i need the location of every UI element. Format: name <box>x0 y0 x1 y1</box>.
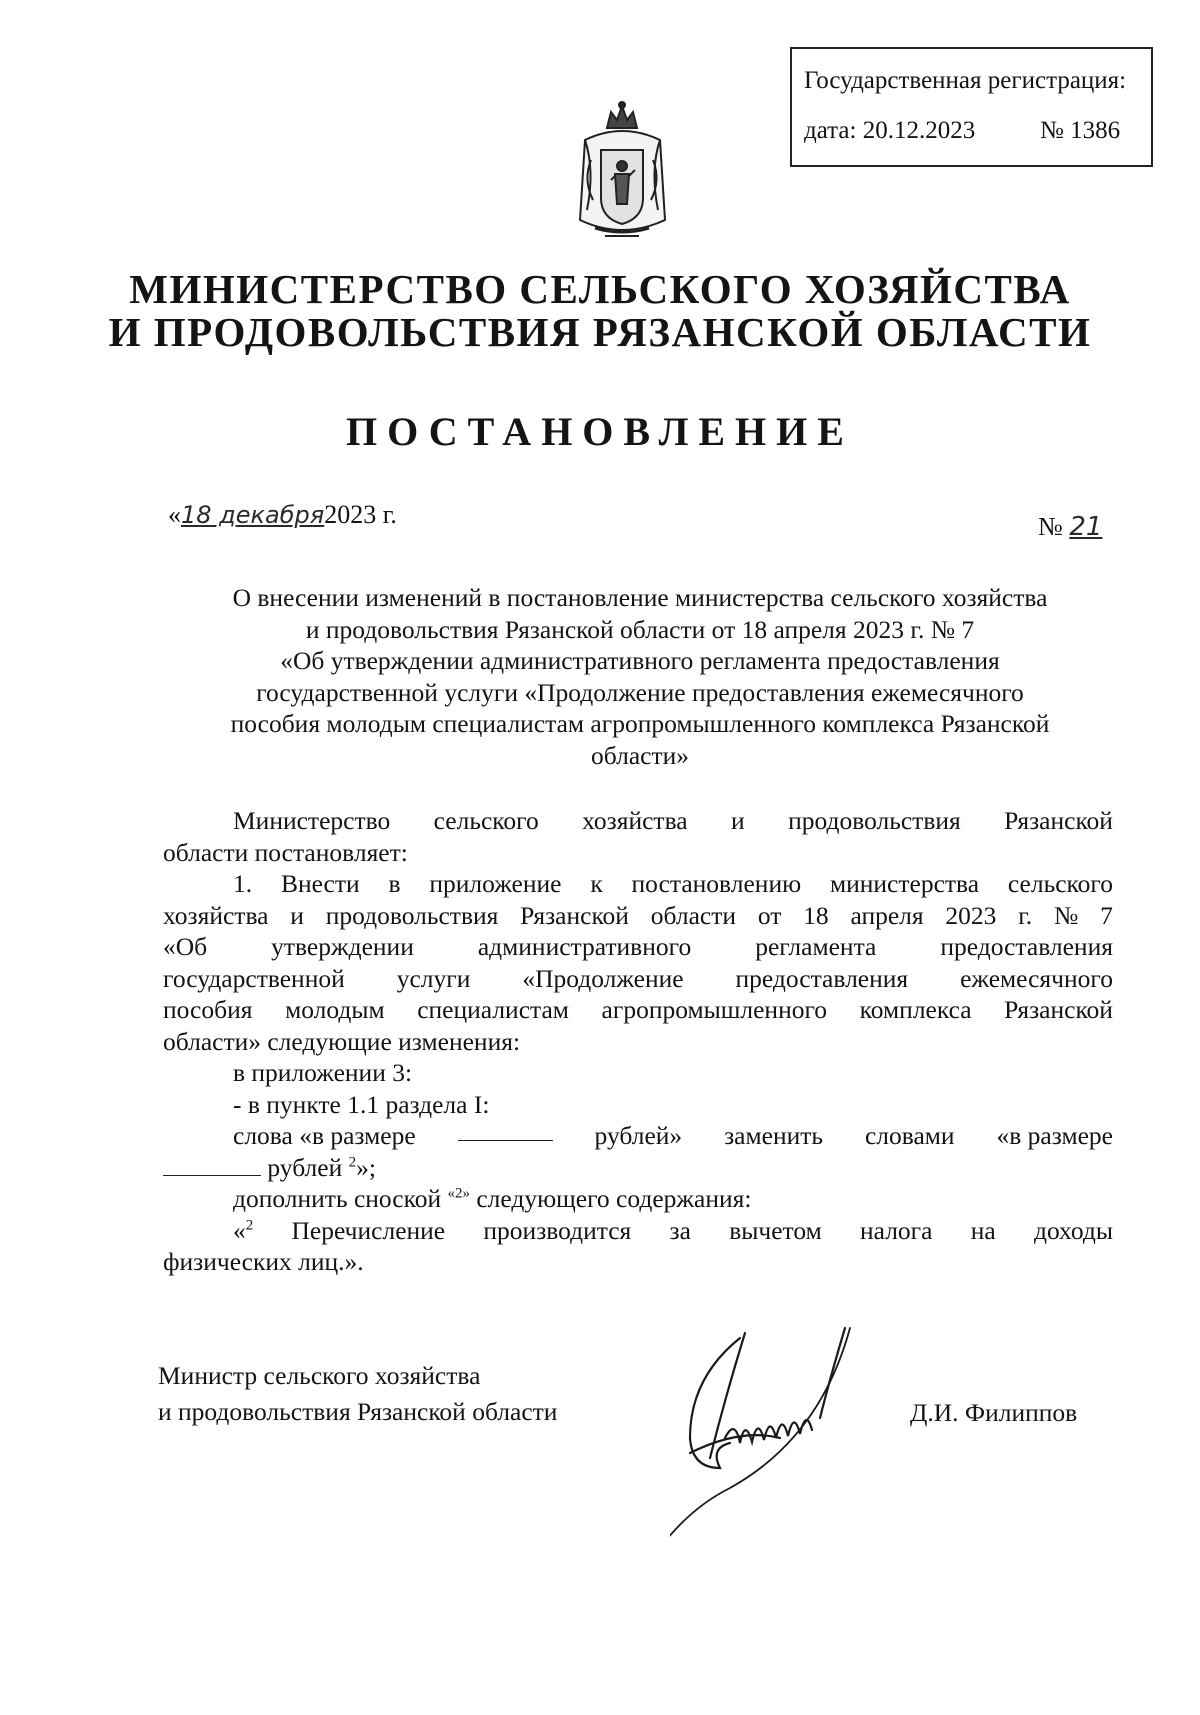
word: следующего содержания: <box>476 1184 752 1213</box>
word: хозяйства <box>582 806 688 835</box>
word: государственной <box>163 963 345 993</box>
word: предоставления <box>735 963 909 993</box>
word: области <box>650 900 737 930</box>
word: министерства <box>829 869 980 898</box>
document-body <box>163 805 1113 1278</box>
word: административного <box>477 932 692 961</box>
word: за <box>669 1215 691 1245</box>
ministry-name-line1: МИНИСТЕРСТВО СЕЛЬСКОГО ХОЗЯЙСТВА <box>129 266 1071 312</box>
word: предоставления <box>940 932 1113 961</box>
word: доходы <box>1033 1215 1113 1245</box>
item1-line <box>163 994 1113 1026</box>
word: 2023 <box>945 900 997 930</box>
replace-words-line <box>163 1120 1113 1152</box>
word: агропромышленного <box>601 995 828 1024</box>
title-line: пособия молодым специалистам агропромышленного комплекса Рязанской <box>230 709 1050 738</box>
replace-words-line-end <box>163 1152 1113 1184</box>
word: пособия <box>163 995 253 1024</box>
word: к <box>590 869 603 898</box>
word: продовольствия <box>788 806 961 835</box>
registration-heading: Государственная регистрация: <box>804 67 1127 94</box>
handwritten-signature-icon <box>670 1318 930 1568</box>
word: сельского <box>433 806 539 835</box>
word: 18 <box>803 900 829 930</box>
word: слова «в размере <box>233 1121 416 1150</box>
word: и <box>290 900 304 930</box>
blank-amount <box>458 1120 553 1141</box>
word: хозяйства <box>163 900 269 930</box>
number-handwritten: 21 <box>1069 512 1103 542</box>
word: рублей <box>267 1152 343 1182</box>
document-number <box>1038 512 1102 542</box>
footnote-line <box>163 1215 1113 1247</box>
registration-date: дата: 20.12.2023 <box>804 117 976 144</box>
word: ежемесячного <box>960 963 1113 993</box>
word: сельского <box>1007 869 1113 898</box>
intro-line <box>163 805 1113 837</box>
word: производится <box>483 1215 632 1245</box>
word: и <box>731 806 745 835</box>
item1-line <box>163 900 1113 932</box>
title-line: «Об утверждении административного регламента предоставления <box>280 646 1000 675</box>
signer-name: Д.И. Филиппов <box>910 1398 1078 1427</box>
title-line: О внесении изменений в постановление министерства сельского хозяйства <box>232 583 1048 612</box>
word: Рязанской <box>520 900 629 930</box>
word: в <box>388 869 401 898</box>
title-line: и продовольствия Рязанской области от 18 апреля 2023 г. № 7 <box>305 614 975 644</box>
signer-position-line2: и продовольствия Рязанской области <box>158 1397 558 1426</box>
appendix-line: в приложении 3: <box>233 1058 413 1087</box>
word: заменить <box>724 1121 824 1150</box>
word: услуги <box>396 963 471 993</box>
title-line: области» <box>591 740 689 770</box>
word: апреля <box>850 900 924 930</box>
word: молодым <box>285 995 385 1024</box>
word: г. <box>1018 900 1033 930</box>
footnote-start: «$^2$ <box>233 1215 254 1245</box>
document-title <box>175 582 1105 771</box>
word: «Продолжение <box>522 963 684 993</box>
item1-line <box>163 868 1113 900</box>
footnote-ref: 2 <box>348 1154 357 1170</box>
signer-position <box>158 1358 557 1430</box>
word: приложение <box>429 869 562 898</box>
word: комплекса <box>859 995 972 1024</box>
blank-amount <box>163 1155 261 1176</box>
date-year: 2023 г. <box>324 500 397 529</box>
word: Внести <box>280 869 360 898</box>
word: Перечисление <box>291 1215 446 1245</box>
word: Рязанской <box>1004 806 1113 835</box>
signer-position-line1: Министр сельского хозяйства <box>158 1361 481 1390</box>
word: продовольствия <box>325 900 499 930</box>
word: »; <box>356 1152 376 1182</box>
word: дополнить сноской <box>233 1184 442 1213</box>
word: Министерство <box>233 806 391 835</box>
document-date <box>168 500 397 530</box>
word: от <box>757 900 782 930</box>
date-handwritten: 18 декабря <box>181 501 325 529</box>
word: № <box>1053 900 1079 930</box>
intro-line-end: области постановляет: <box>163 837 408 867</box>
ryazan-coat-of-arms-icon <box>565 100 680 245</box>
date-open-quote: « <box>168 500 181 529</box>
word: утверждении <box>271 932 414 961</box>
word: постановлению <box>631 869 802 898</box>
item1-line <box>163 963 1113 995</box>
word: на <box>970 1215 996 1245</box>
registration-stamp <box>790 47 1153 167</box>
word: вычетом <box>729 1215 822 1245</box>
title-line: государственной услуги «Продолжение предоставления ежемесячного <box>256 677 1024 707</box>
document-type: ПОСТАНОВЛЕНИЕ <box>346 409 854 454</box>
supplement-line <box>163 1183 1113 1215</box>
word: словами <box>864 1121 955 1150</box>
word: «в размере <box>996 1121 1113 1150</box>
footnote-line-end: физических лиц.». <box>163 1247 364 1276</box>
word: регламента <box>755 932 877 961</box>
word: 1. <box>233 869 253 898</box>
footnote-ref: «2» <box>447 1185 470 1202</box>
registration-number: № 1386 <box>1040 117 1121 144</box>
word: 7 <box>1100 900 1113 930</box>
word: Рязанской <box>1004 995 1113 1024</box>
item1-line-end: области» следующие изменения: <box>163 1026 521 1056</box>
word: налога <box>860 1215 933 1245</box>
item1-line <box>163 931 1113 963</box>
word: рублей» <box>594 1121 683 1150</box>
ministry-name-line2: И ПРОДОВОЛЬСТВИЯ РЯЗАНСКОЙ ОБЛАСТИ <box>108 309 1092 355</box>
word: «Об <box>163 932 208 961</box>
number-prefix: № <box>1038 512 1063 541</box>
point-line: - в пункте 1.1 раздела I: <box>233 1089 490 1119</box>
word: специалистам <box>417 995 569 1024</box>
